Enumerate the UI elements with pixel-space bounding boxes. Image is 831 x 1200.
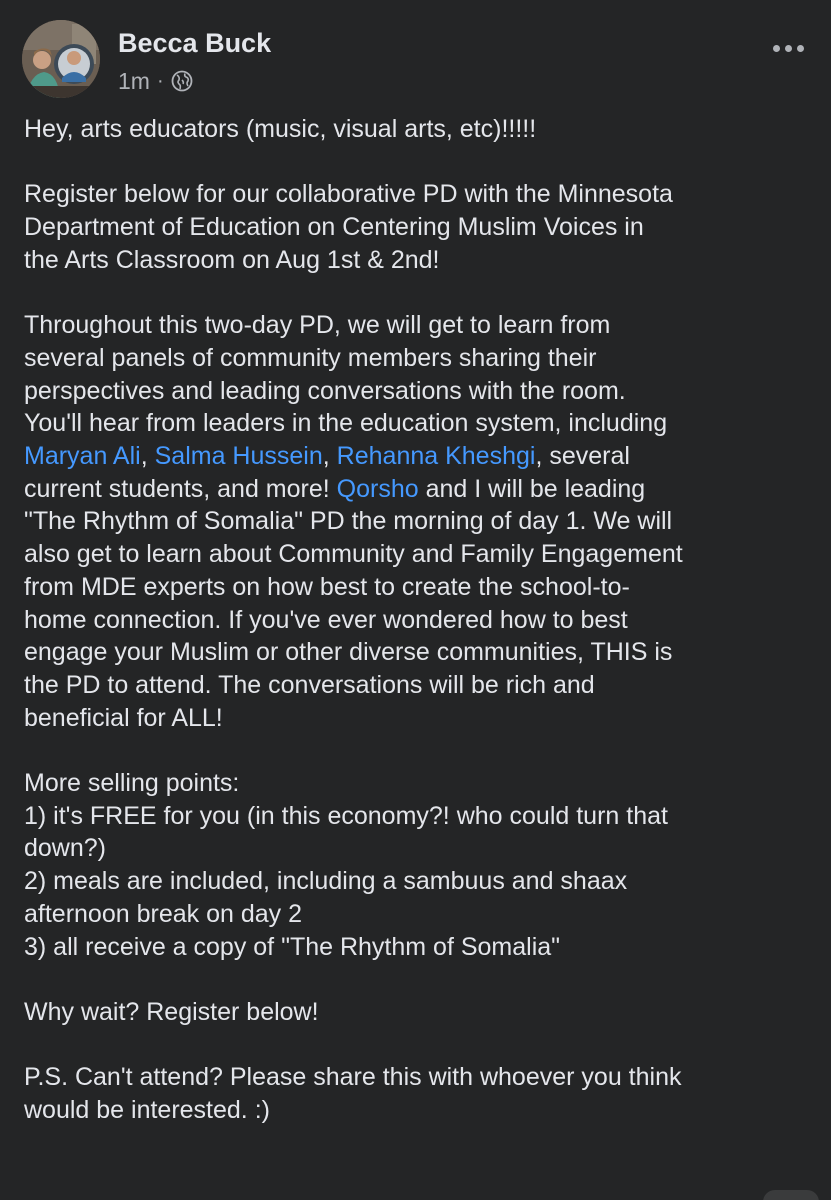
post-text-line: from MDE experts on how best to create the school-to- — [24, 572, 630, 601]
post-text-line: You'll hear from leaders in the education system, including — [24, 409, 668, 438]
post-text-line-tags — [24, 440, 824, 473]
tag-rehanna-kheshgi[interactable]: Rehanna Kheshgi — [336, 442, 536, 470]
post-text-line-qorsho — [24, 473, 824, 506]
post-text-line: Why wait? Register below! — [24, 997, 319, 1026]
post-timestamp[interactable]: 1m — [118, 67, 150, 94]
reaction-bubble — [763, 1190, 819, 1200]
tag-salma-hussein[interactable]: Salma Hussein — [154, 442, 323, 470]
post-text-line: would be interested. :) — [24, 1096, 270, 1125]
post-text-line: perspectives and leading conversations with the room. — [24, 376, 626, 405]
tag-separator: , — [140, 442, 155, 470]
author-name[interactable]: Becca Buck — [118, 28, 272, 58]
post-meta — [118, 67, 193, 95]
post-paragraph-details — [24, 309, 824, 734]
post-text-fragment: current students, and more! — [24, 474, 337, 503]
tag-qorsho[interactable]: Qorsho — [336, 474, 419, 503]
post-body — [24, 113, 824, 1127]
post-paragraph-cta — [24, 996, 824, 1029]
profile-photo — [22, 20, 100, 98]
post-text-line: home connection. If you've ever wondered how to best — [24, 605, 628, 634]
post-text-line: Hey, arts educators (music, visual arts, etc)!!!!! — [24, 115, 537, 143]
post-text-fragment: and I will be leading — [418, 474, 646, 503]
post-paragraph-greeting — [24, 113, 824, 146]
more-horizontal-icon — [785, 45, 792, 52]
post-text-line: afternoon break on day 2 — [24, 899, 302, 928]
post-text-line: More selling points: — [24, 769, 240, 798]
post-text-line: Register below for our collaborative PD with the Minnesota — [24, 180, 673, 209]
post-text-line: 1) it's FREE for you (in this economy?! who could turn that — [24, 801, 668, 830]
globe-icon[interactable] — [171, 70, 193, 92]
post-text-line: 2) meals are included, including a sambuus and shaax — [24, 867, 628, 896]
post-paragraph-selling-points — [24, 767, 824, 963]
more-horizontal-icon — [773, 45, 780, 52]
post-text-line: Throughout this two-day PD, we will get to learn from — [24, 311, 611, 340]
post-text-line: the PD to attend. The conversations will be rich and — [24, 670, 595, 699]
tag-separator: , — [322, 442, 337, 470]
post-text-line: also get to learn about Community and Family Engagement — [24, 540, 683, 569]
post-text-line: P.S. Can't attend? Please share this with whoever you think — [24, 1063, 682, 1092]
post-text-line: Department of Education on Centering Muslim Voices in — [24, 213, 644, 242]
post-text-line: "The Rhythm of Somalia" PD the morning of day 1. We will — [24, 507, 673, 536]
post-text-line: down?) — [24, 834, 106, 863]
more-options-button[interactable] — [764, 28, 812, 68]
tag-maryan-ali[interactable]: Maryan Ali — [24, 442, 141, 470]
post-text-line: the Arts Classroom on Aug 1st & 2nd! — [24, 245, 440, 274]
post-text-line: several panels of community members sharing their — [24, 343, 597, 372]
post-paragraph-register — [24, 178, 824, 276]
post-header — [22, 20, 812, 100]
more-horizontal-icon — [797, 45, 804, 52]
post-text-line: 3) all receive a copy of "The Rhythm of Somalia" — [24, 932, 561, 961]
meta-separator: · — [156, 69, 164, 92]
post-paragraph-ps — [24, 1061, 824, 1126]
post-text-fragment: , several — [535, 442, 630, 470]
post-text-line: beneficial for ALL! — [24, 703, 223, 732]
post-text-line: engage your Muslim or other diverse communities, THIS is — [24, 638, 673, 667]
avatar[interactable] — [22, 20, 100, 98]
